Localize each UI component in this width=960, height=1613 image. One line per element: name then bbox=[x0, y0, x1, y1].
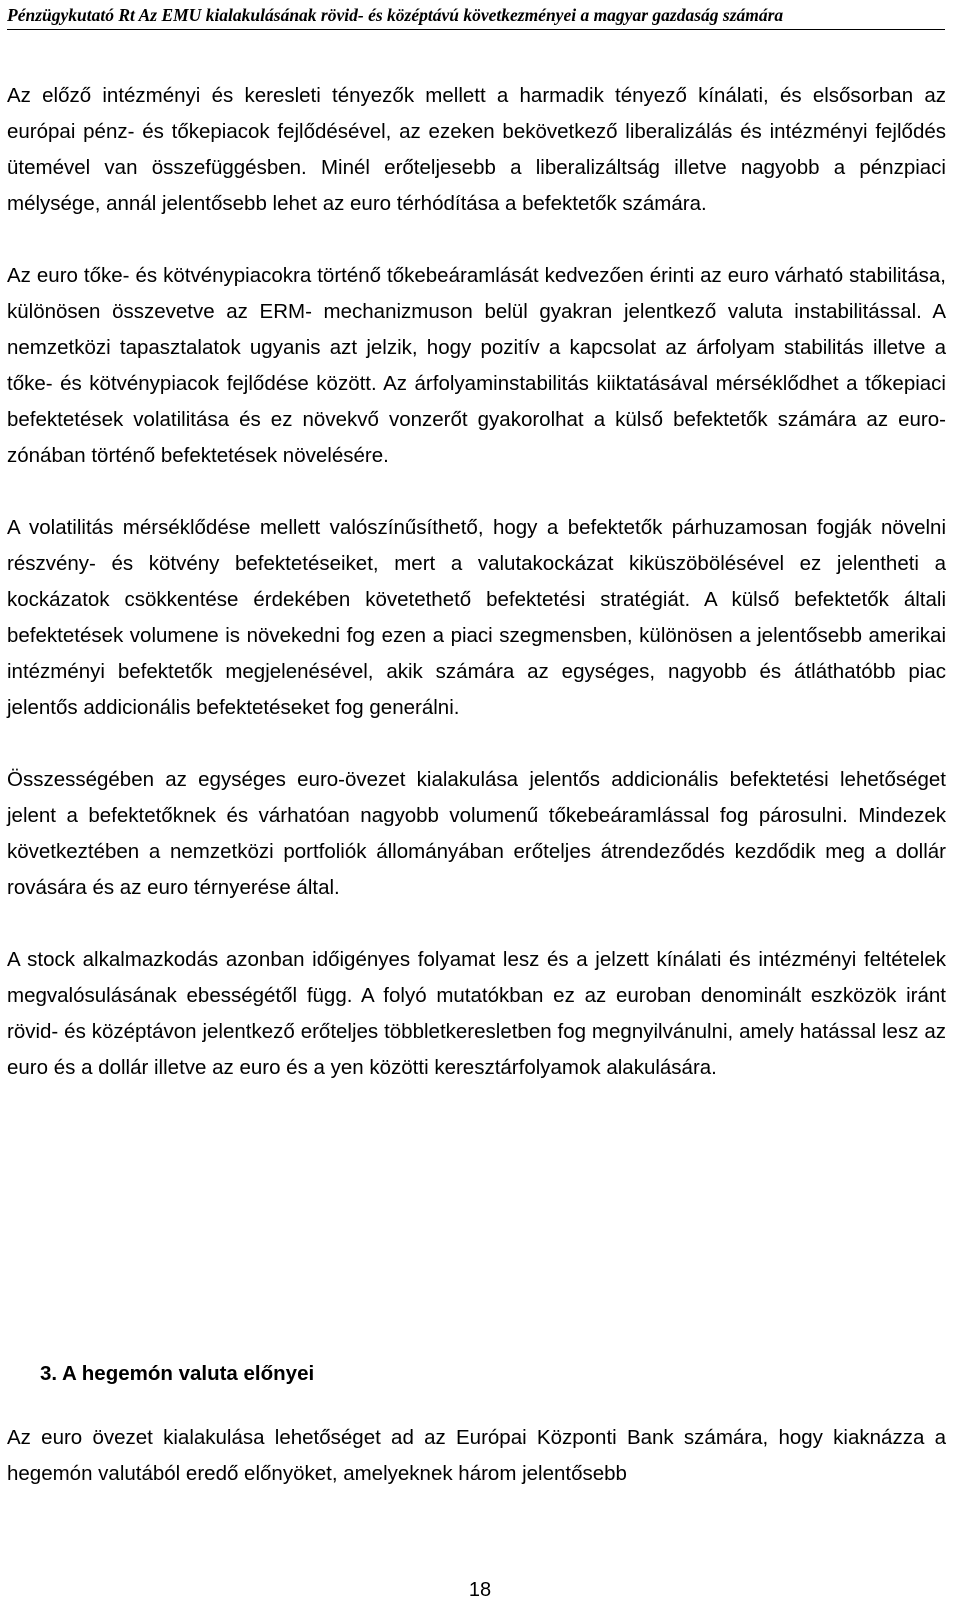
section-body bbox=[7, 1420, 946, 1492]
paragraph-1: Az előző intézményi és keresleti tényezők mellett a harmadik tényező kínálati, és elsősorban az európai pénz- és tőkepiacok fejlődésével, az ezeken bekövetkező liberalizálás és intézményi fejlődés ütemével van összefüggésben. Minél erőteljesebb a liberalizáltság illetve nagyobb a pénzpiaci mélysége, annál jelentősebb lehet az euro térhódítása a befektetők számára. bbox=[7, 84, 946, 215]
running-header: Pénzügykutató Rt Az EMU kialakulásának rövid- és középtávú következményei a magyar gazdaság számára bbox=[7, 5, 784, 25]
section-paragraph: Az euro övezet kialakulása lehetőséget ad az Európai Központi Bank számára, hogy kiaknázza a hegemón valutából eredő előnyöket, amelyeknek három jelentősebb bbox=[7, 1426, 946, 1485]
paragraph-3: A volatilitás mérséklődése mellett valószínűsíthető, hogy a befektetők párhuzamosan fogják növelni részvény- és kötvény befektetéseiket, mert a valutakockázat kiküszöbölésével ez jelentheti a kockázatok csökkentése érdekében követethető befektetési stratégiát. A külső befektetők általi befektetések volumene is növekedni fog ezen a piaci szegmensben, különösen a jelentősebb amerikai intézményi befektetők megjelenésével, akik számára az egységes, nagyobb és átláthatóbb piac jelentős addicionális befektetéseket fog generálni. bbox=[7, 516, 946, 719]
paragraph-2: Az euro tőke- és kötvénypiacokra történő tőkebeáramlását kedvezően érinti az euro várható stabilitása, különösen összevetve az ERM- mechanizmuson belül gyakran jelentkező valuta instabilitással. A nemzetközi tapasztalatok ugyanis azt jelzik, hogy pozitív a kapcsolat az árfolyam stabilitás illetve a tőke- és kötvénypiacok fejlődése között. Az árfolyaminstabilitás kiiktatásával mérséklődhet a tőkepiaci befektetések volatilitása és ez növekvő vonzerőt gyakorolhat a külső befektetők számára az euro-zónában történő befektetések növelésére. bbox=[7, 264, 946, 467]
paragraph-5: A stock alkalmazkodás azonban időigényes folyamat lesz és a jelzett kínálati és intézményi feltételek megvalósulásának ebességétől függ. A folyó mutatókban ez az euroban denominált eszközök iránt rövid- és középtávon jelentkező erőteljes többletkeresletben fog megnyilvánulni, amely hatással lesz az euro és a dollár illetve az euro és a yen közötti keresztárfolyamok alakulására. bbox=[7, 948, 946, 1079]
section-heading: 3. A hegemón valuta előnyei bbox=[40, 1362, 315, 1385]
header-rule bbox=[7, 29, 945, 30]
page-number: 18 bbox=[468, 1579, 492, 1601]
paragraph-4: Összességében az egységes euro-övezet kialakulása jelentős addicionális befektetési lehetőséget jelent a befektetőknek és várhatóan nagyobb volumenű tőkebeáramlással fog párosulni. Mindezek következtében a nemzetközi portfoliók állományában erőteljes átrendeződés kezdődik meg a dollár rovására és az euro térnyerése által. bbox=[7, 768, 946, 899]
body-text bbox=[7, 78, 946, 1086]
